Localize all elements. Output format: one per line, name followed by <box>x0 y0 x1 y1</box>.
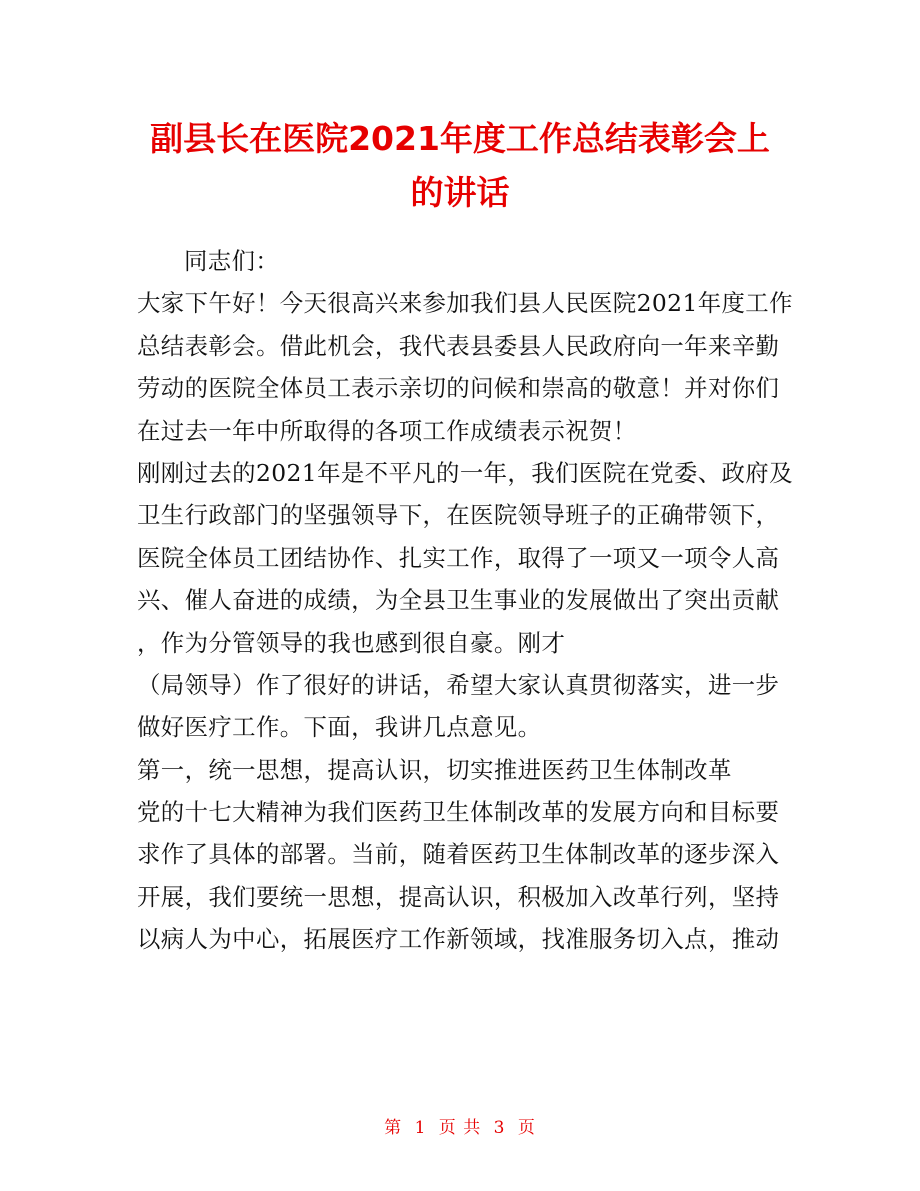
body-line: 大家下午好！今天很高兴来参加我们县人民医院2021年度工作 <box>137 289 793 318</box>
footer-suffix: 页 <box>517 1118 536 1138</box>
body-line: 求作了具体的部署。当前，随着医药卫生体制改革的逐步深入 <box>137 840 780 869</box>
body-line: 劳动的医院全体员工表示亲切的问候和崇高的敬意！并对你们 <box>137 374 780 403</box>
footer-middle: 页 共 <box>438 1118 482 1138</box>
body-line: 开展，我们要统一思想，提高认识，积极加入改革行列，坚持 <box>137 882 780 911</box>
body-line: ，作为分管领导的我也感到很自豪。刚才 <box>137 628 566 657</box>
document-body <box>137 240 793 961</box>
body-line: （局领导）作了很好的讲话，希望大家认真贯彻落实，进一步 <box>137 670 780 699</box>
section-heading-line: 第一，统一思想，提高认识，切实推进医药卫生体制改革 <box>137 755 732 784</box>
footer-page-number: 1 <box>414 1118 427 1138</box>
body-line: 做好医疗工作。下面，我讲几点意见。 <box>137 713 542 742</box>
footer-total-pages: 3 <box>493 1118 506 1138</box>
body-line: 在过去一年中所取得的各项工作成绩表示祝贺！ <box>137 416 637 445</box>
footer-prefix: 第 <box>384 1118 403 1138</box>
body-line: 总结表彰会。借此机会，我代表县委县人民政府向一年来辛勤 <box>137 331 780 360</box>
page-footer <box>0 1113 920 1138</box>
body-line: 医院全体员工团结协作、扎实工作，取得了一项又一项令人高 <box>137 543 780 572</box>
body-line: 党的十七大精神为我们医药卫生体制改革的发展方向和目标要 <box>137 798 780 827</box>
body-line: 以病人为中心，拓展医疗工作新领域，找准服务切入点，推动 <box>137 925 780 954</box>
body-line: 兴、催人奋进的成绩，为全县卫生事业的发展做出了突出贡献 <box>137 586 780 615</box>
body-line: 卫生行政部门的坚强领导下，在医院领导班子的正确带领下， <box>137 501 780 530</box>
body-line: 刚刚过去的2021年是不平凡的一年，我们医院在党委、政府及 <box>137 458 793 487</box>
salutation-line: 同志们： <box>184 247 280 275</box>
document-title: 副县长在医院2021年度工作总结表彰会上的讲话 <box>150 119 770 212</box>
